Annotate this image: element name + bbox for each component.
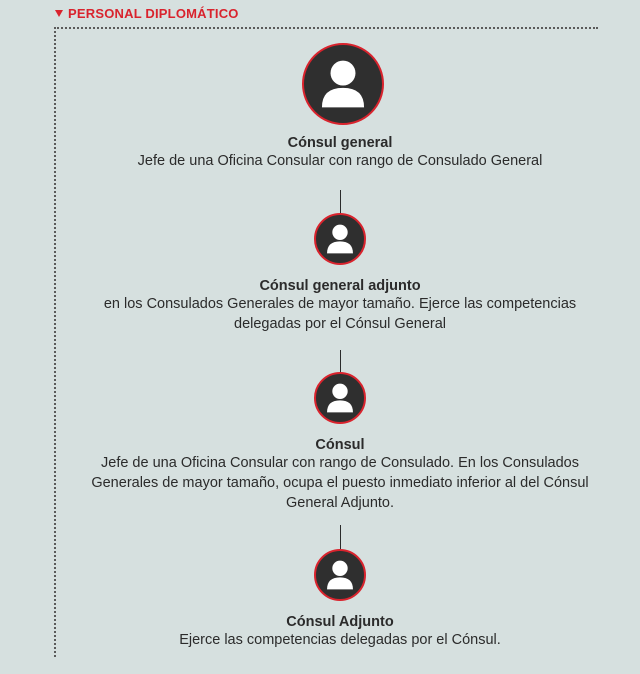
connector-line <box>340 525 341 549</box>
role-title: Cónsul general <box>287 135 393 151</box>
role-description: Jefe de una Oficina Consular con rango de Consulado General <box>137 153 543 169</box>
role-title: Cónsul Adjunto <box>286 614 394 630</box>
dotted-border-top <box>54 27 598 29</box>
section-header <box>55 6 239 21</box>
role-consul-general-adjunto <box>60 278 620 334</box>
role-description: Ejerce las competencias delegadas por el Cónsul. <box>179 632 501 648</box>
role-consul-adjunto <box>60 614 620 650</box>
role-consul-general <box>60 135 620 171</box>
person-icon <box>314 213 366 265</box>
person-icon <box>314 372 366 424</box>
person-icon <box>302 43 384 125</box>
role-description-line: Generales de mayor tamaño, ocupa el puesto inmediato inferior al del Cónsul <box>91 475 589 491</box>
role-title: Cónsul <box>315 437 365 453</box>
role-title: Cónsul general adjunto <box>259 278 421 294</box>
role-description-line: Jefe de una Oficina Consular con rango de Consulado. En los Consulados <box>101 455 579 471</box>
role-description-line: en los Consulados Generales de mayor tamaño. Ejerce las competencias <box>103 296 577 312</box>
dotted-border-left <box>54 27 56 657</box>
role-description-line: delegadas por el Cónsul General <box>234 316 446 332</box>
connector-line <box>340 350 341 372</box>
triangle-down-icon <box>55 10 63 17</box>
role-consul <box>60 437 620 513</box>
role-description-line: General Adjunto. <box>285 495 395 511</box>
person-icon <box>314 549 366 601</box>
section-header-label: PERSONAL DIPLOMÁTICO <box>68 6 239 21</box>
connector-line <box>340 190 341 214</box>
